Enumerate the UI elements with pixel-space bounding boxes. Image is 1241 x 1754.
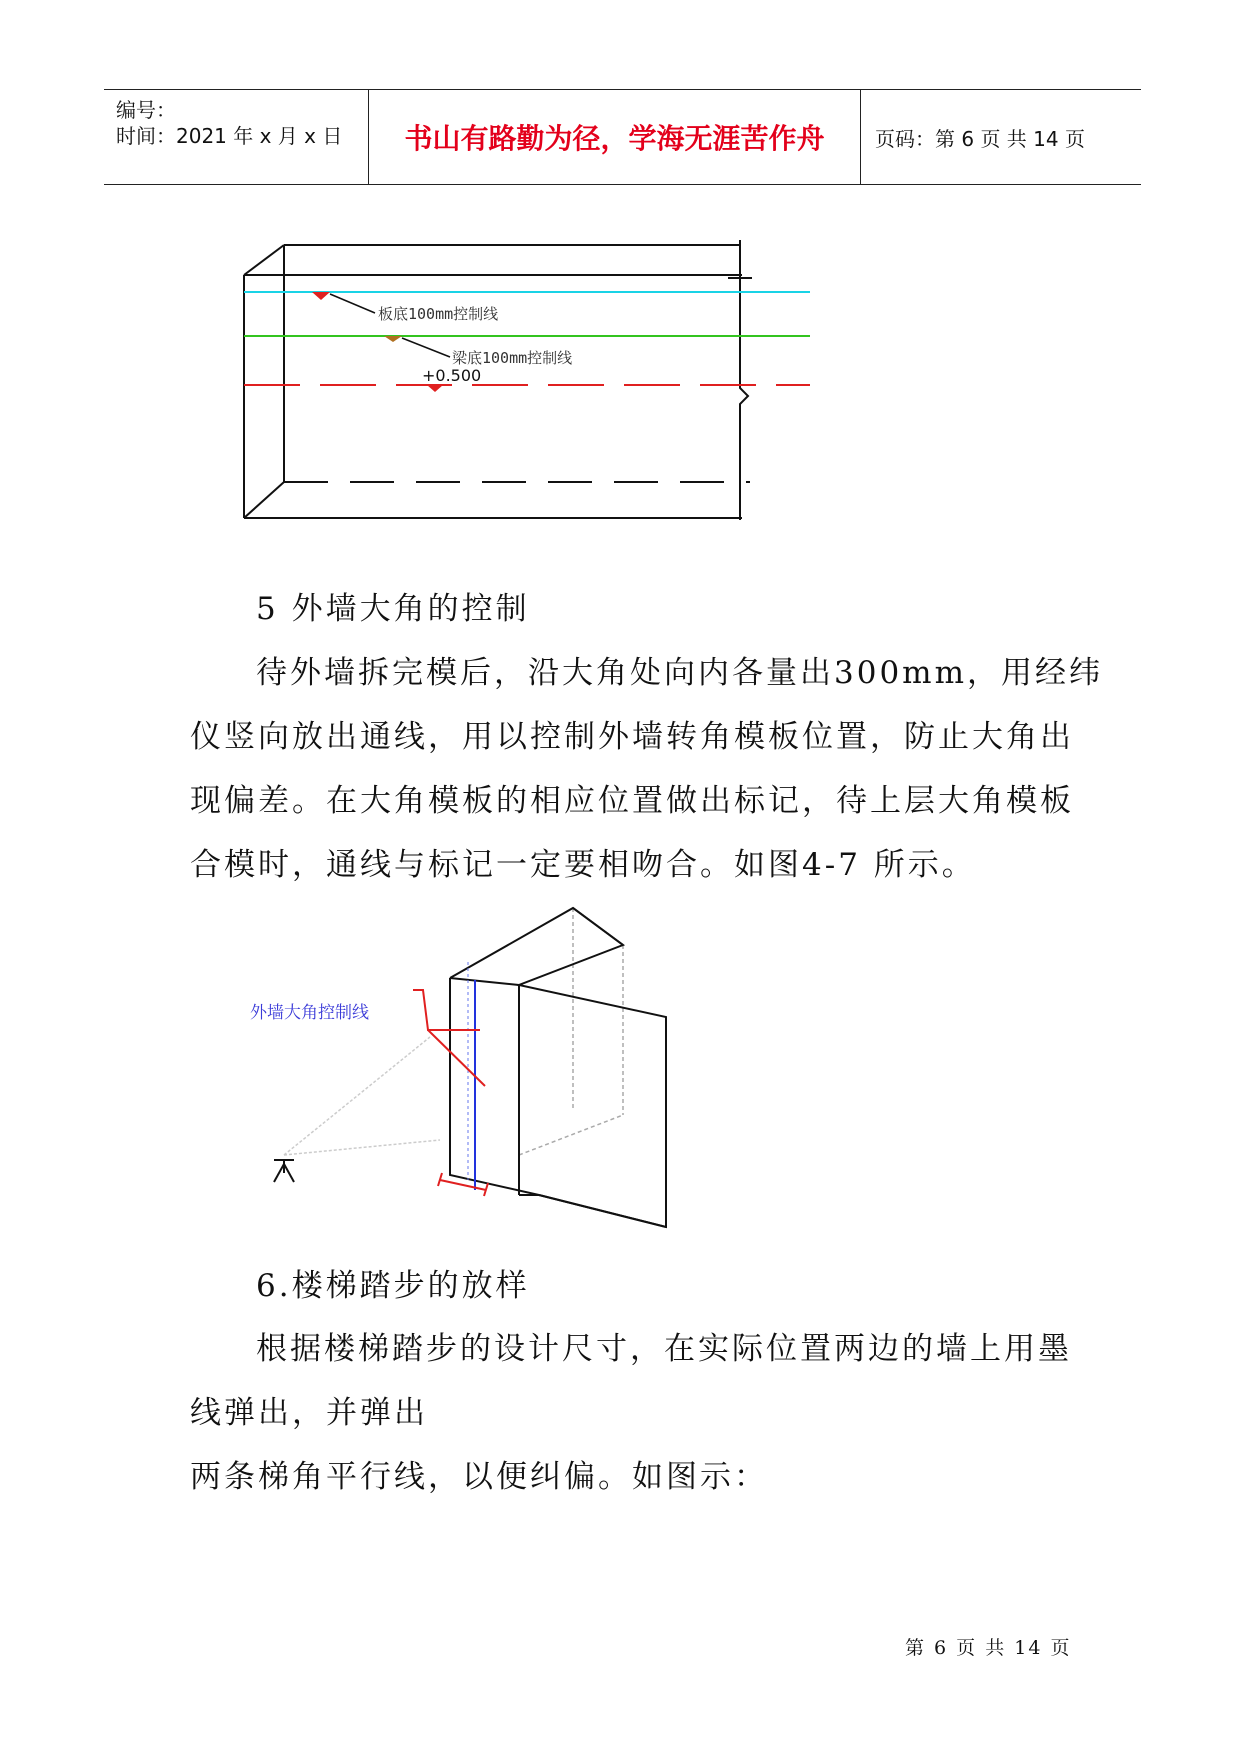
slab-leader-line [330, 294, 375, 313]
section6-line-1: 根据楼梯踏步的设计尺寸，在实际位置两边的墙上用墨 [256, 1331, 1072, 1367]
slab-label: 板底100mm控制线 [378, 305, 499, 323]
page-header [104, 89, 1141, 185]
header-page-cell [861, 90, 1141, 184]
number-label: 编号： [116, 98, 176, 122]
slab-marker-icon [312, 292, 330, 300]
wall-corner-figure [230, 890, 710, 1250]
motto: 书山有路勤为径，学海无涯苦作舟 [404, 122, 825, 155]
corner-control-label: 外墙大角控制线 [250, 1003, 369, 1023]
beam-label: 梁底100mm控制线 [452, 349, 573, 367]
elevation-control-figure [230, 230, 830, 530]
page-footer: 第 6 页 共 14 页 [905, 1637, 1072, 1659]
section6-line-3: 两条梯角平行线，以便纠偏。如图示： [190, 1459, 768, 1495]
section6-line-2: 线弹出，并弹出 [190, 1395, 428, 1431]
section5-line-4: 合模时，通线与标记一定要相吻合。如图4-7 所示。 [190, 847, 976, 883]
elevation-label: +0.500 [422, 366, 482, 385]
elevation-marker-icon [427, 385, 443, 392]
page-label: 页码：第 6 页 共 14 页 [875, 126, 1085, 151]
frame-perspective-top [244, 245, 284, 275]
section6-heading: 6.楼梯踏步的放样 [256, 1268, 530, 1304]
header-meta-cell [104, 90, 369, 184]
theodolite-icon [274, 1160, 294, 1182]
frame-perspective-bottom [244, 482, 284, 518]
section5-line-2: 仪竖向放出通线，用以控制外墙转角模板位置，防止大角出 [190, 719, 1074, 755]
beam-leader-line [402, 338, 450, 357]
header-motto-cell [369, 90, 861, 184]
section5-line-1: 待外墙拆完模后，沿大角处向内各量出300mm，用经纬 [256, 655, 1103, 691]
break-line [740, 240, 748, 520]
time-label: 时间：2021 年 x 月 x 日 [116, 124, 343, 148]
beam-marker-icon [384, 336, 402, 342]
section5-heading: 5 外墙大角的控制 [256, 591, 530, 627]
section5-line-3: 现偏差。在大角模板的相应位置做出标记，待上层大角模板 [190, 783, 1074, 819]
